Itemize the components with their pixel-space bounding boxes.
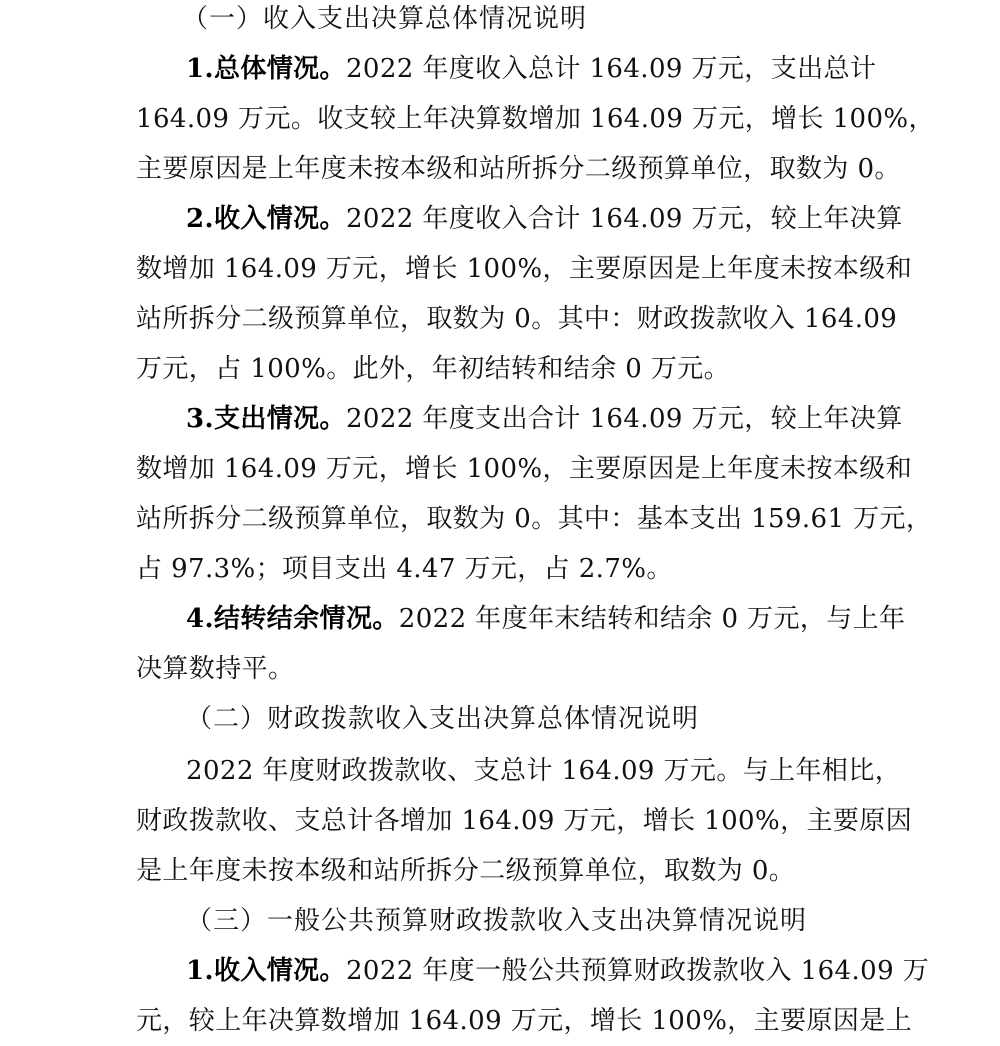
paragraph-line <box>136 644 1000 694</box>
paragraph-line <box>136 94 1000 144</box>
paragraph-text: 主要原因是上年度未按本级和站所拆分二级预算单位，取数为 0。 <box>136 154 901 184</box>
paragraph-line <box>186 594 1000 644</box>
paragraph-label: 2.收入情况。 <box>186 204 346 234</box>
paragraph-line <box>136 144 1000 194</box>
paragraph-text: 164.09 万元。收支较上年决算数增加 164.09 万元，增长 100%， <box>136 104 935 134</box>
paragraph-label: 3.支出情况。 <box>186 404 346 434</box>
section-heading-text: （三）一般公共预算财政拨款收入支出决算情况说明 <box>186 906 808 936</box>
paragraph-label: 1.收入情况。 <box>186 956 346 986</box>
paragraph-line <box>136 796 1000 846</box>
paragraph-line <box>186 194 1000 244</box>
paragraph-text: 2022 年度支出合计 164.09 万元，较上年决算 <box>345 404 903 434</box>
paragraph-label: 4.结转结余情况。 <box>186 604 399 634</box>
paragraph-text: 是上年度未按本级和站所拆分二级预算单位，取数为 0。 <box>136 856 796 886</box>
paragraph-text: 数增加 164.09 万元，增长 100%，主要原因是上年度未按本级和 <box>136 454 913 484</box>
paragraph-line <box>136 344 1000 394</box>
section-heading-3 <box>186 896 1000 946</box>
paragraph-line <box>136 444 1000 494</box>
section-heading-2 <box>186 694 1000 744</box>
paragraph-text: 2022 年度收入合计 164.09 万元，较上年决算 <box>345 204 903 234</box>
paragraph-line <box>186 746 1000 796</box>
paragraph-line <box>186 394 1000 444</box>
paragraph-line <box>186 44 1000 94</box>
paragraph-line <box>136 244 1000 294</box>
paragraph-text: 2022 年度年末结转和结余 0 万元，与上年 <box>398 604 906 634</box>
paragraph-line <box>136 544 1000 594</box>
paragraph-text: 万元，占 100%。此外，年初结转和结余 0 万元。 <box>136 354 731 384</box>
paragraph-line <box>186 946 1000 996</box>
paragraph-text: 决算数持平。 <box>136 654 295 684</box>
paragraph-text: 财政拨款收、支总计各增加 164.09 万元，增长 100%，主要原因 <box>136 806 913 836</box>
section-heading-text: （二）财政拨款收入支出决算总体情况说明 <box>186 704 700 734</box>
paragraph-text: 占 97.3%；项目支出 4.47 万元，占 2.7%。 <box>136 554 673 584</box>
paragraph-line <box>136 846 1000 896</box>
section-heading-text: （一）收入支出决算总体情况说明 <box>182 4 588 34</box>
paragraph-text: 2022 年度一般公共预算财政拨款收入 164.09 万 <box>345 956 930 986</box>
paragraph-text: 2022 年度收入总计 164.09 万元，支出总计 <box>345 54 877 84</box>
paragraph-line <box>136 996 1000 1046</box>
paragraph-text: 站所拆分二级预算单位，取数为 0。其中：财政拨款收入 164.09 <box>136 304 898 334</box>
paragraph-text: 2022 年度财政拨款收、支总计 164.09 万元。与上年相比， <box>186 756 902 786</box>
paragraph-text: 元，较上年决算数增加 164.09 万元，增长 100%，主要原因是上 <box>136 1006 913 1036</box>
paragraph-text: 站所拆分二级预算单位，取数为 0。其中：基本支出 159.61 万元， <box>136 504 933 534</box>
paragraph-line <box>136 494 1000 544</box>
section-heading-1 <box>182 0 1000 44</box>
paragraph-line <box>136 294 1000 344</box>
paragraph-label: 1.总体情况。 <box>186 54 346 84</box>
paragraph-text: 数增加 164.09 万元，增长 100%，主要原因是上年度未按本级和 <box>136 254 913 284</box>
